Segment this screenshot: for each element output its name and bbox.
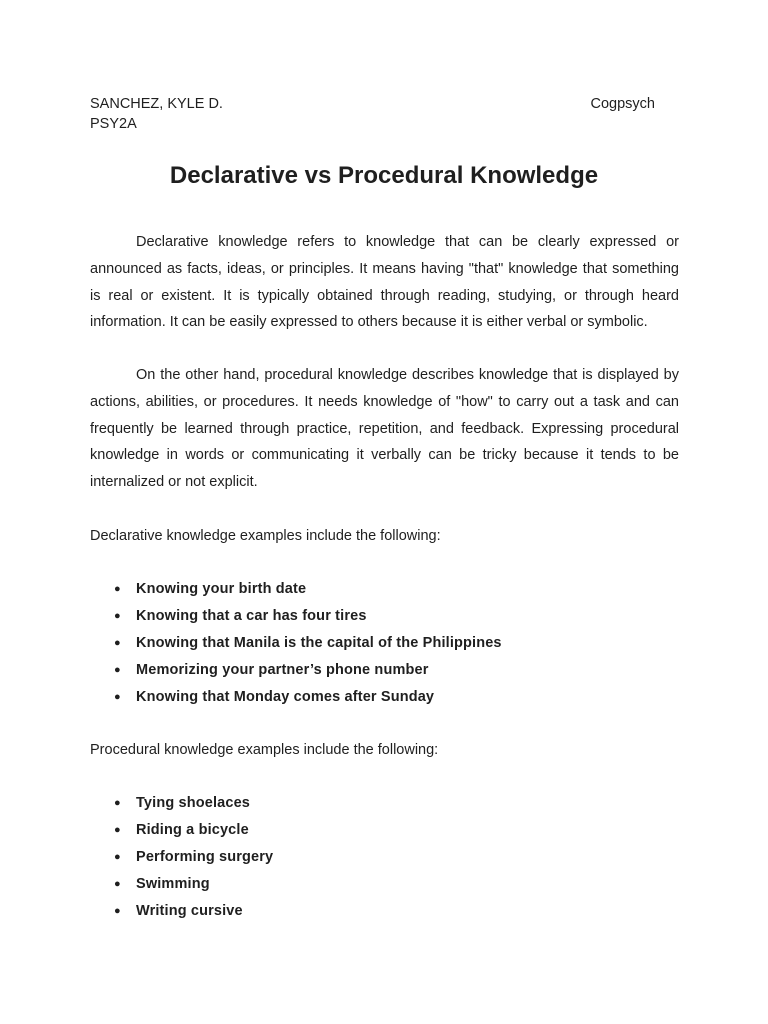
list-item [90,632,502,659]
list-item [90,605,502,632]
header-row [90,94,680,114]
list-item [90,792,273,819]
list-item-text: Memorizing your partner’s phone number [136,662,429,678]
procedural-examples-label: Procedural knowledge examples include the following: [90,742,439,758]
bullet-icon: ● [114,664,121,676]
list-item-text: Knowing that Manila is the capital of the Philippines [136,635,502,651]
list-item [90,686,502,713]
bullet-icon: ● [114,583,121,595]
list-item-text: Tying shoelaces [136,795,250,811]
bullet-icon: ● [114,691,121,703]
document-header [90,94,680,134]
list-item-text: Performing surgery [136,849,274,865]
paragraph-declarative: Declarative knowledge refers to knowledge that can be clearly expressed or announced as facts, ideas, or principles. It means having "that" knowledge that something is real or existent. It is typically obtained through reading, studying, or through heard information. It can be easily expressed to others because it is either verbal or symbolic. [90,234,679,331]
declarative-examples-list [90,578,502,713]
bullet-icon: ● [114,824,121,836]
list-item [90,578,502,605]
list-item [90,900,273,927]
bullet-icon: ● [114,851,121,863]
list-item-text: Knowing your birth date [136,581,307,597]
author-name: SANCHEZ, KYLE D. [90,96,223,112]
bullet-icon: ● [114,905,121,917]
course-name: Cogpsych [590,96,655,112]
list-item [90,846,273,873]
bullet-icon: ● [114,797,121,809]
list-item-text: Riding a bicycle [136,822,249,838]
list-item [90,659,502,686]
procedural-examples-list [90,792,273,927]
document-title: Declarative vs Procedural Knowledge [169,162,599,189]
list-item-text: Knowing that a car has four tires [136,608,367,624]
list-item-text: Knowing that Monday comes after Sunday [136,689,435,705]
bullet-icon: ● [114,878,121,890]
bullet-icon: ● [114,637,121,649]
list-item [90,873,273,900]
list-item-text: Writing cursive [136,903,243,919]
bullet-icon: ● [114,610,121,622]
list-item [90,819,273,846]
declarative-examples-label: Declarative knowledge examples include the following: [90,528,441,544]
paragraph-procedural: On the other hand, procedural knowledge describes knowledge that is displayed by actions, abilities, or procedures. It needs knowledge of "how" to carry out a task and can frequently be learned through practice, repetition, and feedback. Expressing procedural knowledge in words or communicating it verbally can be tricky because it tends to be internalized or not explicit. [90,367,679,491]
list-item-text: Swimming [136,876,210,892]
section-code: PSY2A [90,116,137,132]
